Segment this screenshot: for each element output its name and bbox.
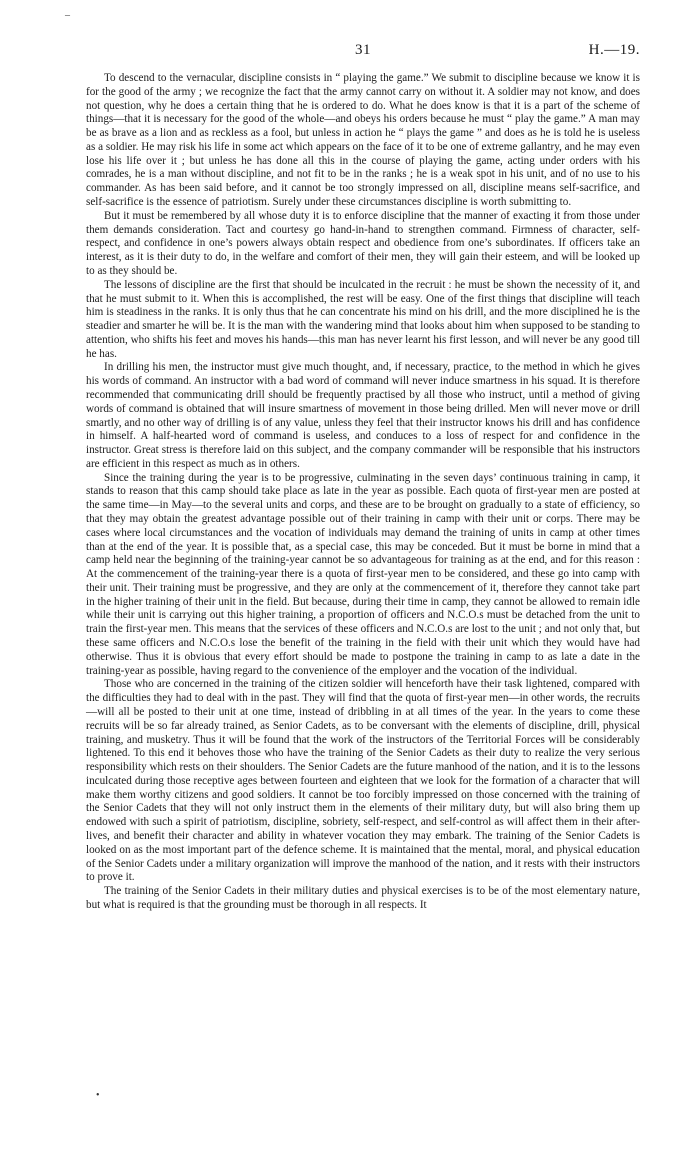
body-text: [86, 72, 640, 913]
paragraph-citizen-soldier: Those who are concerned in the training of the citizen soldier will henceforth have their task lightened, compared with the difficulties they had to deal with in the past. They will find that the quota of first-year men—in other words, the recruits—will all be posted to their unit at one time, instead of dribbling in at all times of the year. In the years to come these recruits will be so far already trained, as Senior Cadets, as to be conversant with the elements of discipline, drill, physical training, and musketry. Thus it will be found that the work of the instructors of the Territorial Forces will be considerably lightened. To this end it behoves those who have the training of the Senior Cadets as their duty to realize the very serious responsibility which rests on their shoulders. The Senior Cadets are the future manhood of the nation, and it is to the lessons inculcated during those receptive ages between fourteen and eighteen that we look for the formation of a character that will make them worthy citizens and good soldiers. It cannot be too forcibly impressed on those concerned with the training of the Senior Cadets that they will not only instruct them in the elements of their military duty, but will also bring them up endowed with such a spirit of patriotism, discipline, sobriety, self-respect, and self-control as will affect them in their after-lives, and benefit their character and ability in whatever vocation they may embark. The training of the Senior Cadets is looked on as the most important part of the defence scheme. It is maintained that the mental, moral, and physical education of the Senior Cadets under a military organization will improve the manhood of the nation, and it rests with their instructors to prove it.: [86, 678, 640, 884]
page-header: [86, 42, 640, 64]
margin-mark: –: [65, 10, 70, 21]
document-reference: H.—19.: [588, 42, 640, 58]
paragraph-lessons-of-discipline: The lessons of discipline are the first that should be inculcated in the recruit : he must be shown the necessity of it, and that he must submit to it. When this is accomplished, the rest will be easy. One of the first things that discipline will teach him is steadiness in the ranks. It is only thus that he can concentrate his mind on his drill, and the more disciplined he is the steadier and smarter he will be. It is the man with the wandering mind that looks about him when supposed to be standing to attention, who shifts his feet and moves his hands—this man has never learnt his first lesson, and will never be any good till he has.: [86, 278, 640, 360]
paragraph-drilling-men: In drilling his men, the instructor must give much thought, and, if necessary, practice, to the method in which he gives his words of command. An instructor with a bad word of command will never induce smartness in his squad. It is therefore recommended that communicating drill should be frequently practised by all those who instruct, until a method of giving words of command is obtained that will insure smartness of movement in those being drilled. Men will never move or drill smartly, and no other way of drilling is of any value, unless they feel that their instructor knows his drill and has confidence in himself. A half-hearted word of command is useless, and conduces to a loss of respect for and confidence in the instructor. Great stress is therefore laid on this subject, and the company commander will be responsible that his instructors are efficient in this respect as much as in others.: [86, 361, 640, 470]
footer-mark: •: [96, 1090, 100, 1101]
paragraph-exacting-discipline: But it must be remembered by all whose duty it is to enforce discipline that the manner of exacting it from those under them demands consideration. Tact and courtesy go hand-in-hand to strengthen command. Firmness of character, self-respect, and confidence in one’s powers always obtain respect and obedience from one’s subordinates. If officers take an interest, as it is their duty to do, in the welfare and comfort of their men, they will gain their esteem, and will be looked up to as they should be.: [86, 209, 640, 277]
page-number: 31: [355, 42, 371, 58]
paragraph-senior-cadets: The training of the Senior Cadets in their military duties and physical exercises is to be of the most elementary nature, but what is required is that the grounding must be thorough in all respects. It: [86, 885, 640, 911]
paragraph-camp-training: Since the training during the year is to be progressive, culminating in the seven days’ continuous training in camp, it stands to reason that this camp should take place as late in the year as possible. Each quota of first-year men are posted at the same time—in May—to the several units and corps, and these are to be brought on gradually to a state of efficiency, so that they may obtain the greatest advantage possible out of their training in camp with their unit or corps. There may be cases where local circumstances and the vocation of individuals may demand the training of units in camp at other times than at the end of the year. It is possible that, as a special case, this may be conceded. But it must be borne in mind that a camp held near the beginning of the training-year cannot be so advantageous for training as at the end, and for this reason : At the commencement of the training-year there is a quota of first-year men to be considered, and these go into camp with their unit. Their training must be progressive, and they are only at the commencement of it, therefore they cannot take part in the higher training of their unit in the field. But because, during their time in camp, they cannot be allowed to remain idle while their unit is carrying out this higher training, a proportion of officers and N.C.O.s must be detached from the unit to train the first-year men. This means that the services of these officers and N.C.O.s are lost to the unit ; and not only that, but these same officers and N.C.O.s lose the benefit of the training in the field with their unit which they would have had otherwise. Thus it is obvious that every effort should be made to postpone the training in camp to as late a date in the training-year as possible, having regard to the convenience of the employer and the vocation of the individual.: [86, 471, 640, 677]
paragraph-vernacular-discipline: To descend to the vernacular, discipline consists in “ playing the game.” We submit to discipline because we know it is for the good of the army ; we recognize the fact that the army cannot carry on without it. A soldier may not know, and does not question, why he does a certain thing that he is ordered to do. What he does know is that it is a part of the scheme of things—that it is necessary for the good of the whole—and obeys his orders because he must “ play the game.” A man may be as brave as a lion and as reckless as a fool, but unless in action he “ plays the game ” and does as he is told he is useless as a soldier. He may risk his life in some act which appears on the face of it to be one of extreme gallantry, and he may even lose his life over it ; but unless he has done all this in the course of playing the game, acting under orders with his comrades, he is a man without discipline, and not fit to be in the ranks ; he is a weak spot in his unit, and of no use to his commander. As has been said before, and it cannot be too strongly impressed on all, discipline means self-sacrifice, and self-sacrifice is the essence of patriotism. Surely under these circumstances discipline is worth submitting to.: [86, 72, 640, 209]
